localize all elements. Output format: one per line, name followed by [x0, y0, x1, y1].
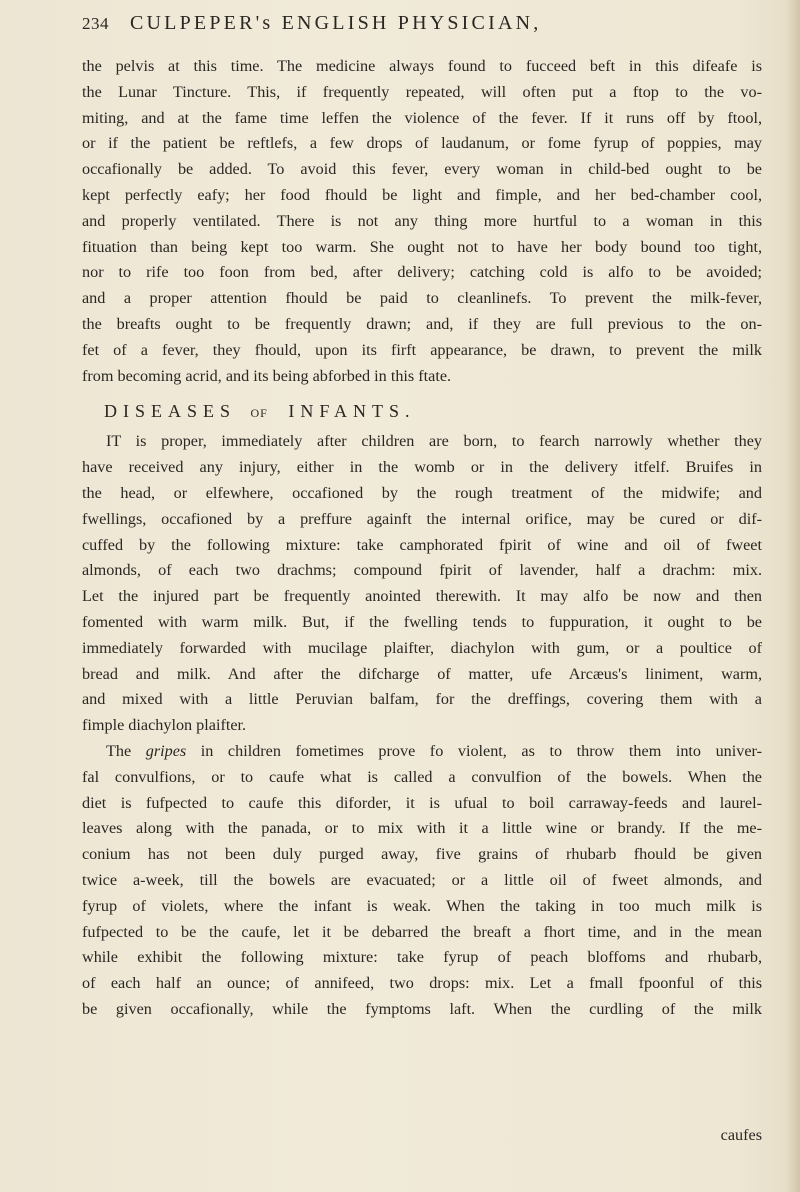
text-line: fwellings, occafioned by a preffure againft the internal orifice, may be cured or dif- [82, 509, 762, 528]
text-line: occafionally be added. To avoid this fever, every woman in child-bed ought to be [82, 160, 762, 179]
section-heading-word: DISEASES [104, 401, 237, 422]
text-line: nor to rife too foon from bed, after delivery; catching cold is alfo to be avoided; [82, 263, 762, 282]
text-line: kept perfectly eafy; her food fhould be light and fimple, and her bed-chamber cool, [82, 185, 762, 204]
text-line: or if the patient be reftlefs, a few drops of laudanum, or fome fyrup of poppies, may [82, 134, 762, 153]
text-line: and mixed with a little Peruvian balfam, for the dreffings, covering them with a [82, 690, 762, 709]
text-line: leaves along with the panada, or to mix with it a little wine or brandy. If the me- [82, 819, 762, 838]
paragraph-fever [82, 54, 762, 389]
section-heading-word: OF [250, 406, 268, 421]
page-header [82, 12, 762, 46]
text-line: diet is fufpected to caufe this diforder, it is ufual to boil carraway-feeds and laurel- [82, 793, 762, 812]
text-line: fituation than being kept too warm. She ought not to have her body bound too tight, [82, 237, 762, 256]
text-line: from becoming acrid, and its being abforbed in this ftate. [82, 366, 452, 385]
page-edge [786, 0, 800, 1192]
text-line: almonds, of each two drachms; compound fpirit of lavender, half a drachm: mix. [82, 561, 762, 580]
text-line: fimple diachylon plaifter. [82, 716, 247, 735]
text-line: conium has not been duly purged away, five grains of rhubarb fhould be given [82, 845, 762, 864]
paragraph-gripes [82, 739, 762, 1023]
text-line: the Lunar Tincture. This, if frequently repeated, will often put a ftop to the vo- [82, 82, 762, 101]
text-line: fufpected to be the caufe, let it be debarred the breaft a fhort time, and in the mean [82, 922, 762, 941]
text-line: the head, or elfewhere, occafioned by the rough treatment of the midwife; and [82, 483, 762, 502]
text-line: fyrup of violets, where the infant is weak. When the taking in too much milk is [82, 896, 762, 915]
text-line: and a proper attention fhould be paid to cleanlinefs. To prevent the milk-fever, [82, 289, 762, 308]
text-line: cuffed by the following mixture: take camphorated fpirit of wine and oil of fweet [82, 535, 762, 554]
text-line: and properly ventilated. There is not any thing more hurtful to a woman in this [82, 211, 762, 230]
page-number: 234 [82, 14, 109, 33]
running-head: CULPEPER's ENGLISH PHYSICIAN, [130, 12, 542, 34]
text-line: the breafts ought to be frequently drawn; and, if they are full previous to the on- [82, 314, 762, 333]
text-line: be given occafionally, while the fymptoms laft. When the curdling of the milk [82, 999, 762, 1018]
paragraph-bruises [82, 429, 762, 739]
text-line: immediately forwarded with mucilage plaifter, diachylon with gum, or a poultice of [82, 638, 762, 657]
text-line: the pelvis at this time. The medicine always found to fucceed beft in this difeafe is [82, 57, 762, 75]
body-text [82, 54, 762, 1023]
text-line: while exhibit the following mixture: take fyrup of peach bloffoms and rhubarb, [82, 948, 762, 967]
text-line: IT is proper, immediately after children are born, to fearch narrowly whether they [106, 432, 762, 451]
catchword: caufes [720, 1126, 762, 1144]
text-line: fal convulfions, or to caufe what is called a convulfion of the bowels. When the [82, 767, 762, 786]
text-line: of each half an ounce; of annifeed, two drops: mix. Let a fmall fpoonful of this [82, 974, 762, 993]
text-line: miting, and at the fame time leffen the violence of the fever. If it runs off by ftool, [82, 108, 762, 127]
text-line [82, 739, 762, 765]
section-heading-word: INFANTS. [288, 401, 416, 422]
text-fragment: The [106, 741, 132, 760]
italic-term: gripes [145, 741, 187, 760]
text-line: fet of a fever, they fhould, upon its firft appearance, be drawn, to prevent the milk [82, 340, 762, 359]
text-line: fomented with warm milk. But, if the fwelling tends to fuppuration, it ought to be [82, 612, 762, 631]
text-line: bread and milk. And after the difcharge of matter, ufe Arcæus's liniment, warm, [82, 664, 762, 683]
text-line: twice a-week, till the bowels are evacuated; or a little oil of fweet almonds, and [82, 870, 762, 889]
text-fragment: in children fometimes prove fo violent, as to throw them into univer- [200, 741, 762, 760]
section-heading [82, 393, 762, 429]
text-line: have received any injury, either in the womb or in the delivery itfelf. Bruifes in [82, 458, 762, 477]
text-line: Let the injured part be frequently anointed therewith. It may alfo be now and then [82, 587, 762, 606]
